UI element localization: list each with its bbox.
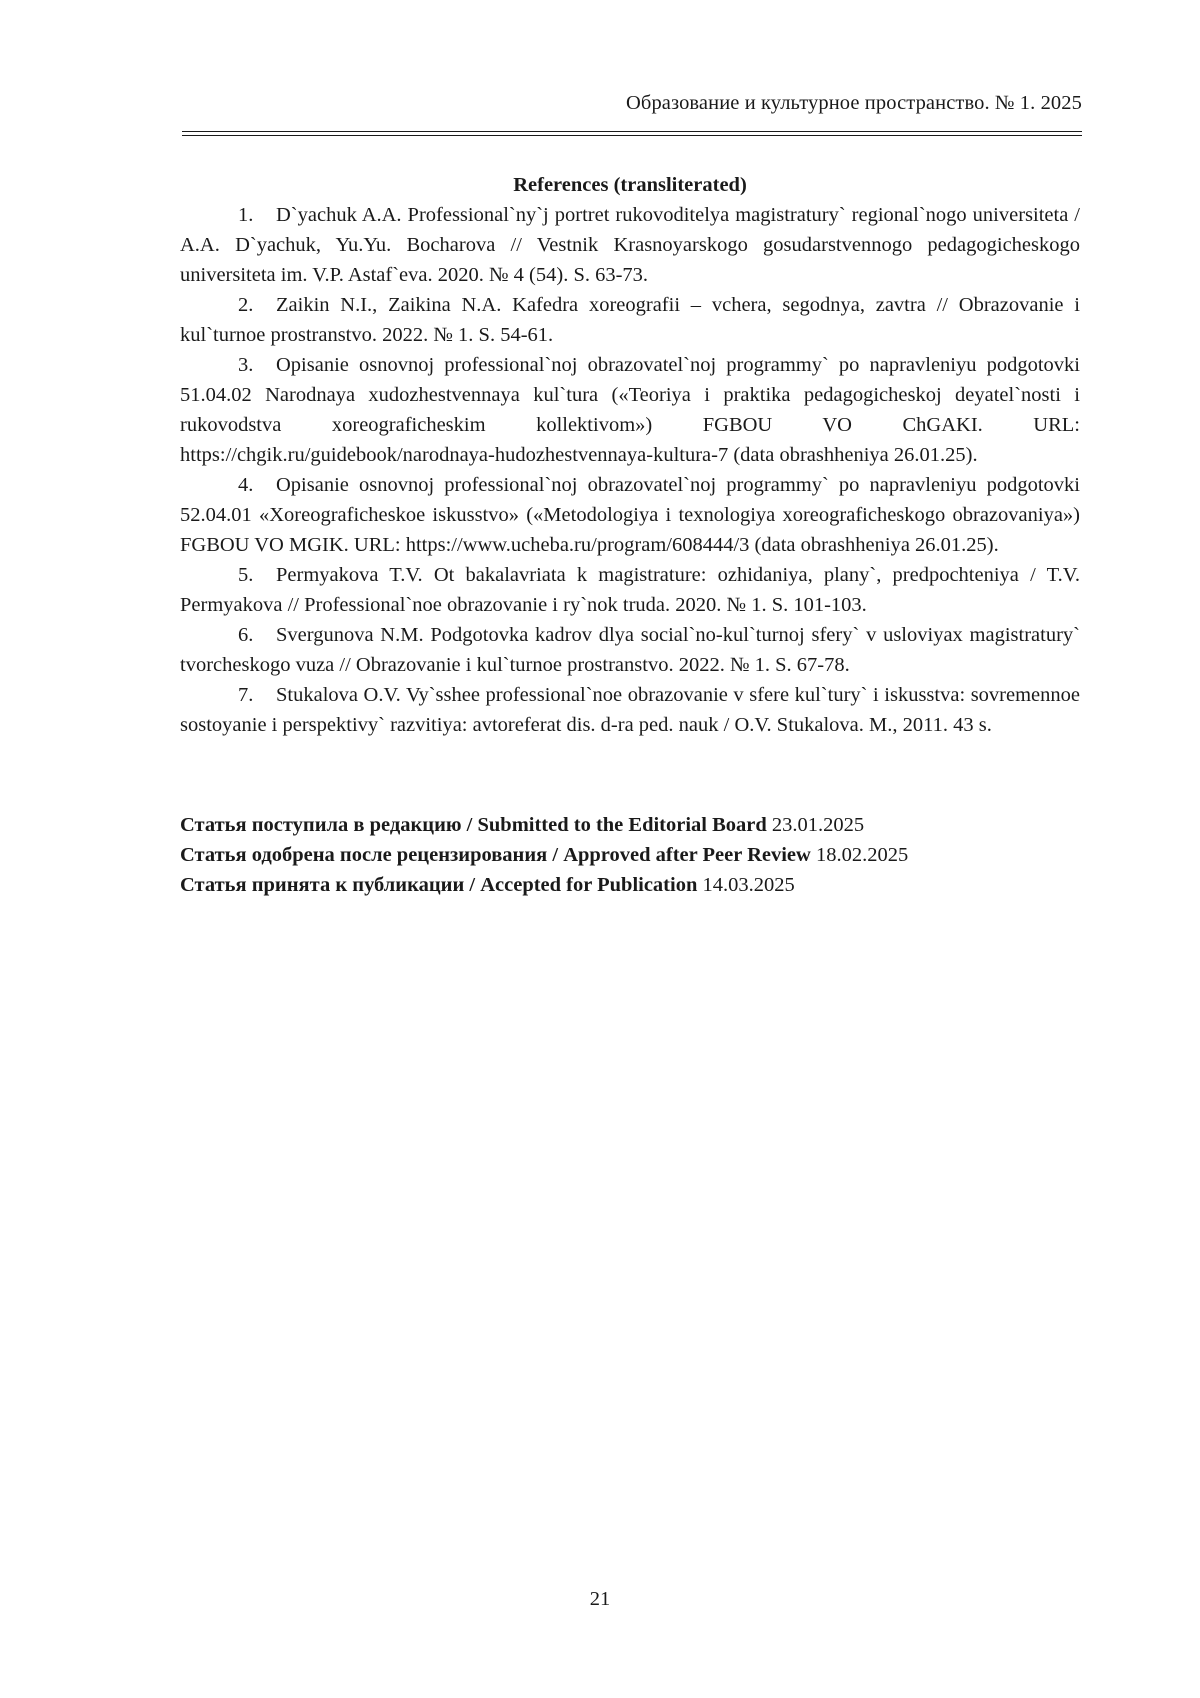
submitted-date: 23.01.2025 (771, 814, 865, 836)
reference-number: 3. (238, 354, 254, 376)
reference-text: Permyakova T.V. Ot bakalavriata k magistrature: ozhidaniya, plany`, predpochteniya / T.V. Permyakova // Professional`noe obrazovanie i ry`nok truda. 2020. № 1. S. 101-103. (180, 564, 1080, 616)
page-number: 21 (589, 1588, 611, 1610)
reference-item (180, 200, 1080, 290)
references-section (180, 170, 1080, 900)
approved-date: 18.02.2025 (815, 844, 909, 866)
publication-dates (180, 810, 1080, 900)
reference-text: Opisanie osnovnoj professional`noj obrazovatel`noj programmy` po napravleniyu podgotovki 51.04.02 Narodnaya xudozhestvennaya kul`tura («Teoriya i praktika pedagogicheskoj deyatel`nosti i rukovodstva xoreograficheskim kollektivom») FGBOU VO ChGAKI. URL: https://chgik.ru/guidebook/narodnaya-hudozhestvennaya-kultura-7 (data obrashheniya 26.01.25). (180, 354, 1080, 466)
reference-item (180, 620, 1080, 680)
accepted-date-line (180, 870, 1080, 900)
references-heading: References (transliterated) (513, 174, 747, 196)
reference-number: 1. (238, 204, 254, 226)
reference-number: 2. (238, 294, 254, 316)
accepted-date: 14.03.2025 (702, 874, 795, 896)
reference-number: 4. (238, 474, 254, 496)
reference-text: Stukalova O.V. Vy`sshee professional`noe obrazovanie v sfere kul`tury` i iskusstva: sovremennoe sostoyanie i perspektivy` razvitiya: avtoreferat dis. d-ra ped. nauk / O.V. Stukalova. M., 2011. 43 s. (180, 684, 1080, 736)
submitted-date-line (180, 810, 1080, 840)
reference-number: 5. (238, 564, 254, 586)
running-header: Образование и культурное пространство. № 1. 2025 (626, 92, 1082, 114)
reference-text: Zaikin N.I., Zaikina N.A. Kafedra xoreografii – vchera, segodnya, zavtra // Obrazovanie i kul`turnoe prostranstvo. 2022. № 1. S. 54-61. (180, 294, 1080, 346)
reference-item (180, 680, 1080, 740)
submitted-label: Статья поступила в редакцию / Submitted to the Editorial Board (180, 814, 767, 836)
reference-item (180, 290, 1080, 350)
header-double-rule (182, 131, 1082, 136)
reference-text: Svergunova N.M. Podgotovka kadrov dlya social`no-kul`turnoj sfery` v usloviyax magistratury` tvorcheskogo vuza // Obrazovanie i kul`turnoe prostranstvo. 2022. № 1. S. 67-78. (180, 624, 1080, 676)
reference-item (180, 560, 1080, 620)
reference-list (180, 200, 1080, 740)
approved-date-line (180, 840, 1080, 870)
reference-item (180, 350, 1080, 470)
accepted-label: Статья принята к публикации / Accepted for Publication (180, 874, 698, 896)
reference-item (180, 470, 1080, 560)
reference-text: Opisanie osnovnoj professional`noj obrazovatel`noj programmy` po napravleniyu podgotovki 52.04.01 «Xoreograficheskoe iskusstvo» («Metodologiya i texnologiya xoreograficheskogo obrazovaniya») FGBOU VO MGIK. URL: https://www.ucheba.ru/program/608444/3 (data obrashheniya 26.01.25). (180, 474, 1080, 556)
reference-number: 7. (238, 684, 254, 706)
reference-number: 6. (238, 624, 254, 646)
approved-label: Статья одобрена после рецензирования / Approved after Peer Review (180, 844, 811, 866)
reference-text: D`yachuk A.A. Professional`ny`j portret rukovoditelya magistratury` regional`nogo universiteta / A.A. D`yachuk, Yu.Yu. Bocharova // Vestnik Krasnoyarskogo gosudarstvennogo pedagogicheskogo universiteta im. V.P. Astaf`eva. 2020. № 4 (54). S. 63-73. (180, 204, 1080, 286)
